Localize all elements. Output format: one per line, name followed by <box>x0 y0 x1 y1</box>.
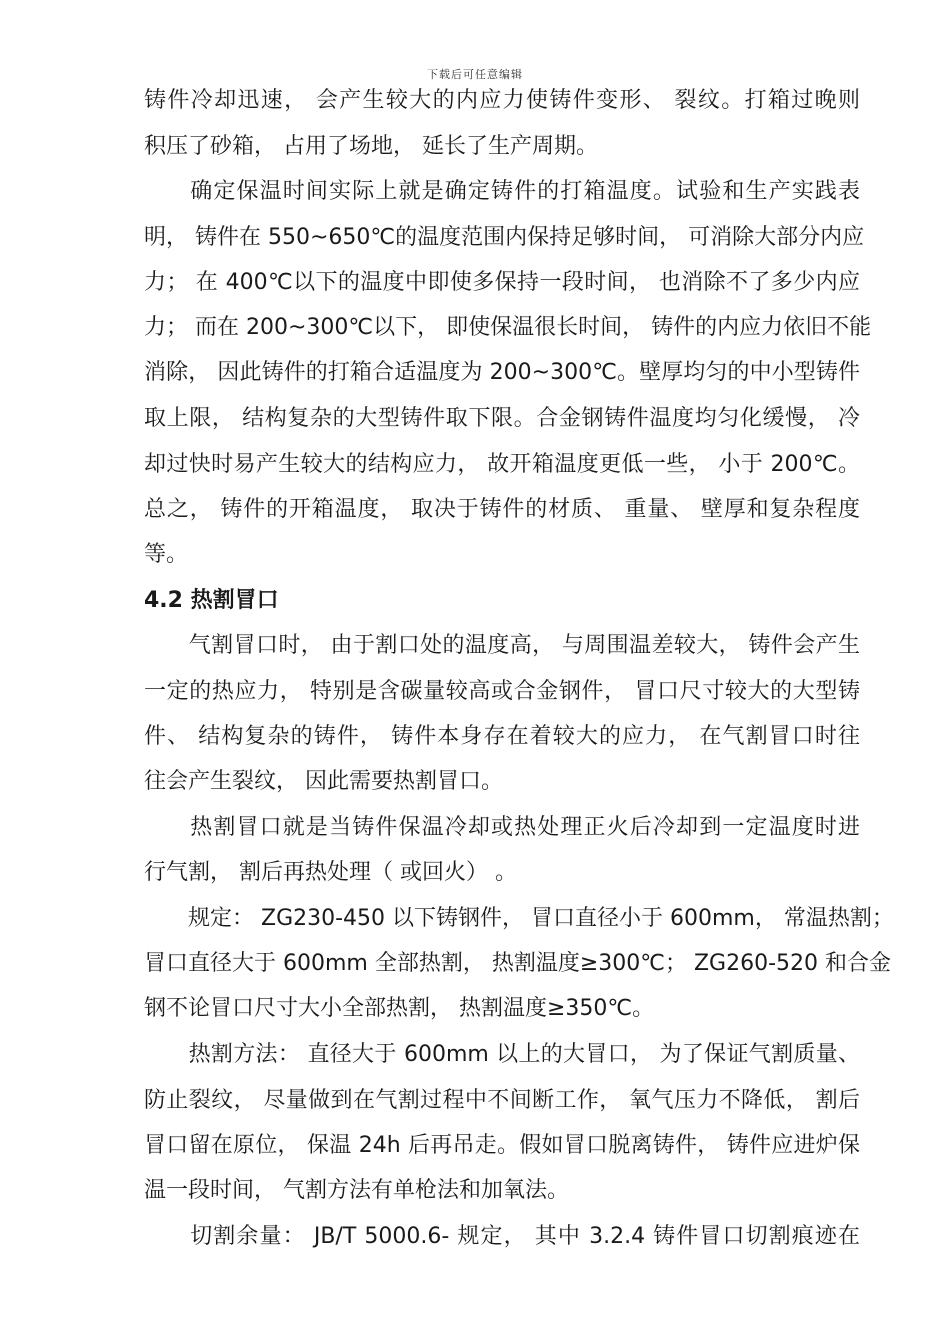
text-line: 力； 而在 200~300℃以下， 即使保温很长时间， 铸件的内应力依旧不能 <box>144 315 872 340</box>
text-line: 热割方法： 直径大于 600mm 以上的大冒口， 为了保证气割质量、 <box>144 1042 860 1067</box>
text-line: 往会产生裂纹， 因此需要热割冒口。 <box>144 769 503 794</box>
text-line: 热割冒口就是当铸件保温冷却或热处理正火后冷却到一定温度时进 <box>144 815 860 840</box>
text-line: 冒口留在原位， 保温 24h 后再吊走。假如冒口脱离铸件， 铸件应进炉保 <box>144 1133 860 1158</box>
text-line: 一定的热应力， 特别是含碳量较高或合金钢件， 冒口尺寸较大的大型铸 <box>144 679 860 704</box>
header-note: 下载后可任意编辑 <box>427 68 523 81</box>
text-line: 规定： ZG230-450 以下铸钢件， 冒口直径小于 600mm， 常温热割； <box>144 906 894 931</box>
text-line: 铸件冷却迅速， 会产生较大的内应力使铸件变形、 裂纹。打箱过晚则 <box>144 88 860 113</box>
text-line: 钢不论冒口尺寸大小全部热割， 热割温度≥350℃。 <box>144 996 655 1021</box>
text-line: 切割余量： JB/T 5000.6- 规定， 其中 3.2.4 铸件冒口切割痕迹在 <box>144 1224 860 1249</box>
text-line: 温一段时间， 气割方法有单枪法和加氧法。 <box>144 1178 569 1203</box>
text-line: 气割冒口时， 由于割口处的温度高， 与周围温差较大， 铸件会产生 <box>144 633 860 658</box>
text-line: 行气割， 割后再热处理（ 或回火） 。 <box>144 860 517 885</box>
text-line: 积压了砂箱， 占用了场地， 延长了生产周期。 <box>144 134 598 159</box>
text-line: 件、 结构复杂的铸件， 铸件本身存在着较大的应力， 在气割冒口时往 <box>144 724 860 749</box>
text-line: 力； 在 400℃以下的温度中即使多保持一段时间， 也消除不了多少内应 <box>144 270 860 295</box>
text-line: 明， 铸件在 550~650℃的温度范围内保持足够时间， 可消除大部分内应 <box>144 225 865 250</box>
text-line: 防止裂纹， 尽量做到在气割过程中不间断工作， 氧气压力不降低， 割后 <box>144 1088 860 1113</box>
text-line: 却过快时易产生较大的结构应力， 故开箱温度更低一些， 小于 200℃。 <box>144 452 860 477</box>
text-line: 确定保温时间实际上就是确定铸件的打箱温度。试验和生产实践表 <box>144 179 860 204</box>
text-line: 冒口直径大于 600mm 全部热割， 热割温度≥300℃； ZG260-520 和合金 <box>144 951 891 976</box>
text-line: 总之， 铸件的开箱温度， 取决于铸件的材质、 重量、 壁厚和复杂程度 <box>144 497 860 522</box>
text-line: 取上限， 结构复杂的大型铸件取下限。合金钢铸件温度均匀化缓慢， 冷 <box>144 406 860 431</box>
text-line: 等。 <box>144 542 189 567</box>
section-heading: 4.2 热割冒口 <box>144 588 279 613</box>
text-line: 消除， 因此铸件的打箱合适温度为 200~300℃。壁厚均匀的中小型铸件 <box>144 360 860 385</box>
